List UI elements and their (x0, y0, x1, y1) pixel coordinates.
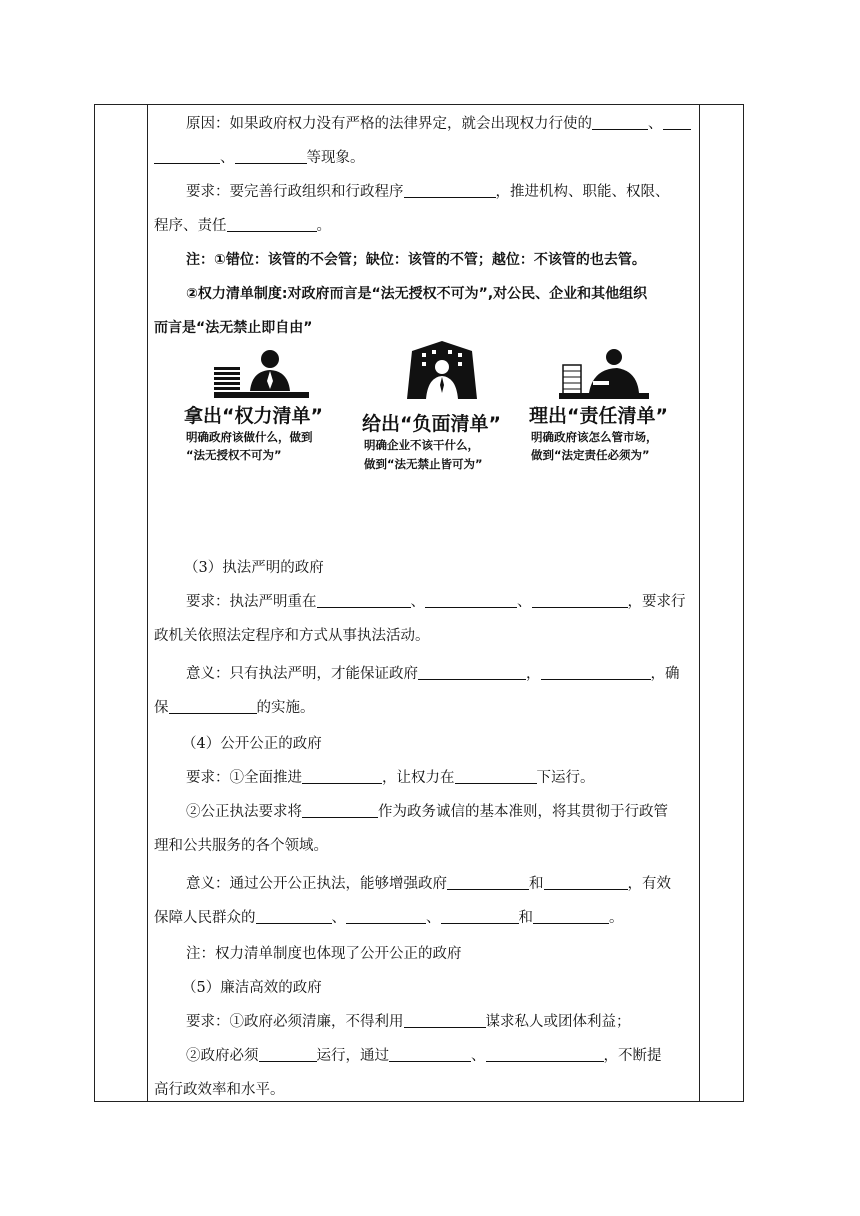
panel-desc: 明确企业不该干什么， (364, 438, 479, 452)
negative-list-panel (362, 349, 532, 474)
panel-desc: 明确政府该做什么，做到 (186, 430, 313, 444)
blank (235, 149, 307, 164)
blank (455, 769, 537, 784)
blank (302, 769, 382, 784)
blank (425, 593, 517, 608)
blank (544, 875, 628, 890)
businessman-building-icon (402, 341, 482, 399)
text-line: 意义：只有执法严明，才能保证政府 ， ，确 (186, 666, 680, 682)
blank (302, 803, 378, 818)
blank (592, 115, 648, 130)
official-at-desk-icon (214, 349, 309, 399)
text-line: 注：权力清单制度也体现了公开公正的政府 (186, 946, 462, 962)
cell-content (154, 104, 694, 1102)
blank (404, 183, 496, 198)
blank (441, 909, 519, 924)
text-line: ②政府必须 运行，通过 、 ，不断提 (186, 1048, 662, 1064)
note-line: 而言是“法无禁止即自由” (154, 320, 313, 336)
panel-title: 理出“责任清单” (529, 405, 668, 427)
blank (404, 1013, 486, 1028)
blank (663, 115, 691, 130)
official-with-documents-icon (559, 349, 649, 399)
blank (486, 1047, 604, 1062)
responsibility-list-panel (529, 349, 699, 474)
text-line: 、 等现象。 (154, 148, 694, 168)
panel-desc: 明确政府该怎么管市场， (531, 430, 658, 444)
section-heading: （5）廉洁高效的政府 (182, 980, 322, 996)
text-line: 要求：①全面推进 ，让权力在 下运行。 (186, 770, 595, 786)
blank (418, 665, 526, 680)
power-list-panel (184, 349, 354, 474)
section-heading: （4）公开公正的政府 (182, 736, 322, 752)
text-line: 政机关依照法定程序和方式从事执法活动。 (154, 628, 430, 644)
panel-title: 给出“负面清单” (362, 413, 501, 435)
text-line: 要求：要完善行政组织和行政程序 ，推进机构、职能、权限、 (186, 184, 670, 200)
text-line: 程序、责任 。 (154, 218, 331, 234)
panel-desc: 做到“法定责任必须为” (531, 448, 650, 462)
blank (541, 665, 651, 680)
panel-title: 拿出“权力清单” (184, 405, 323, 427)
text-line: 理和公共服务的各个领域。 (154, 838, 328, 854)
blank (259, 1047, 317, 1062)
text-line: 保障人民群众的 、 、 和 。 (154, 910, 624, 926)
blank (532, 593, 628, 608)
note-line: 注：①错位：该管的不会管；缺位：该管的不管；越位：不该管的也去管。 (186, 252, 646, 268)
blank (317, 593, 411, 608)
text-line: 保 的实施。 (154, 700, 315, 716)
text-line: 高行政效率和水平。 (154, 1082, 285, 1098)
text-line: 要求：执法严明重在 、 、 ，要求行 (186, 594, 686, 610)
table-column-divider (147, 105, 148, 1101)
text-line: ②公正执法要求将 作为政务诚信的基本准则，将其贯彻于行政管 (186, 804, 668, 820)
text-line: 要求：①政府必须清廉，不得利用 谋求私人或团体利益； (186, 1014, 631, 1030)
text-line: 意义：通过公开公正执法，能够增强政府 和 ，有效 (186, 876, 671, 892)
blank (389, 1047, 471, 1062)
blank (346, 909, 426, 924)
note-line: ②权力清单制度:对政府而言是“法无授权不可为”,对公民、企业和其他组织 (186, 286, 648, 302)
panel-desc: 做到“法无禁止皆可为” (364, 457, 483, 471)
policy-lists-figure (184, 349, 684, 474)
blank (447, 875, 529, 890)
blank (227, 217, 317, 232)
text-line: 原因：如果政府权力没有严格的法律界定，就会出现权力行使的 、 (154, 114, 694, 134)
panel-desc: “法无授权不可为” (186, 448, 282, 462)
blank (154, 149, 220, 164)
blank (533, 909, 609, 924)
section-heading: （3）执法严明的政府 (184, 560, 324, 576)
table-column-divider (699, 105, 700, 1101)
blank (256, 909, 332, 924)
blank (169, 699, 257, 714)
